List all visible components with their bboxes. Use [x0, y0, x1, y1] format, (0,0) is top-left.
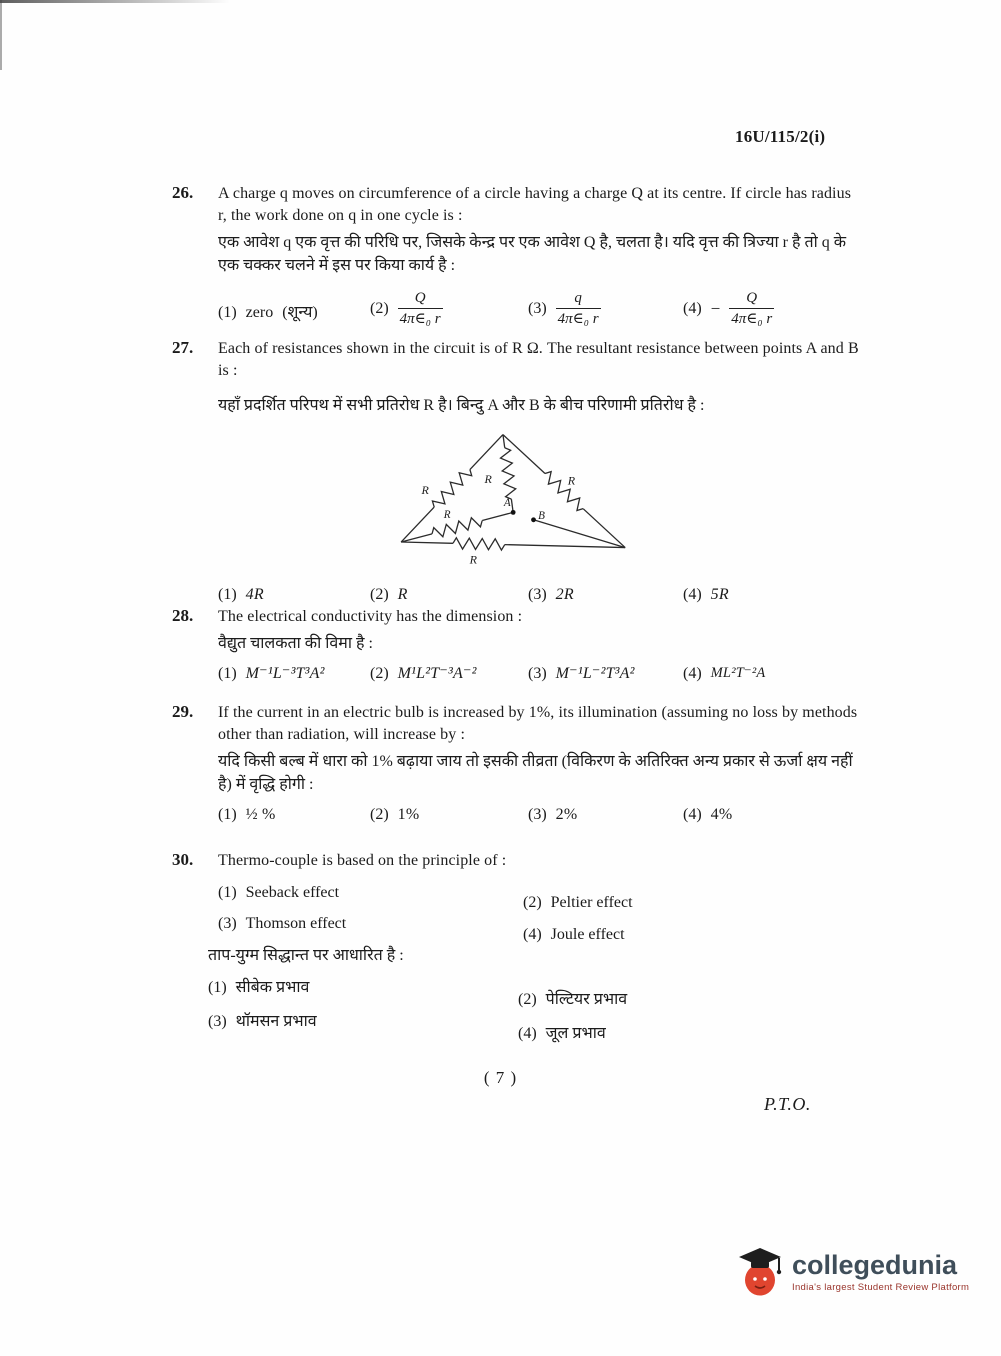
option-label: (2)	[370, 586, 389, 604]
resistor	[499, 447, 517, 500]
option-label: (1)	[218, 805, 237, 823]
option-value: R	[397, 586, 408, 604]
question-number: 27.	[172, 338, 194, 357]
option	[683, 804, 732, 826]
option	[218, 882, 339, 904]
question-27	[172, 338, 872, 610]
diagram-labels	[420, 471, 575, 566]
option-label: (1)	[218, 884, 237, 901]
fraction-denominator: 4π∈₀ r	[557, 310, 599, 327]
fraction-numerator: Q	[729, 289, 774, 309]
resistor-label: R	[469, 552, 477, 567]
paper-code: 16U/115/2(i)	[735, 127, 826, 146]
brand-name: collegedunia	[792, 1249, 958, 1280]
option-label: (3)	[528, 586, 547, 604]
option-value-hindi: (शून्य)	[282, 303, 318, 321]
option-value: 5R	[710, 586, 729, 604]
option-label: (4)	[683, 299, 702, 317]
option-label: (1)	[218, 586, 237, 604]
option-label: (2)	[370, 805, 389, 823]
resistor-label: R	[484, 471, 492, 486]
option-label: (1)	[218, 664, 237, 682]
option-label: (4)	[683, 586, 702, 604]
terminal-a-dot	[511, 510, 516, 515]
option-fraction	[398, 289, 443, 328]
option	[370, 804, 419, 826]
option	[683, 584, 729, 606]
question-number: 28.	[172, 606, 194, 625]
question-text-english: A charge q moves on circumference of a circle having a charge Q at its centre. If circle has radius r, the work done on q in one cycle is :	[218, 185, 852, 224]
option	[218, 913, 346, 935]
point-a-label: A	[503, 496, 511, 509]
option-value: M⁻¹L⁻³T³A²	[245, 664, 325, 682]
option	[208, 1010, 317, 1033]
option	[683, 289, 774, 328]
option-label: (2)	[370, 299, 389, 317]
question-text-hindi: ताप-युग्म सिद्धान्त पर आधारित है :	[208, 947, 404, 964]
option-label: (3)	[208, 1013, 227, 1030]
question-text-hindi: यदि किसी बल्ब में धारा को 1% बढ़ाया जाय तो इसकी तीव्रता (विकिरण के अतिरिक्त अन्य प्रकार से ऊर्जा क्षय नहीं है) में वृद्धि होगी :	[218, 752, 853, 793]
page-number: ( 7 )	[483, 1068, 518, 1087]
question-number: 29.	[172, 702, 194, 721]
option	[218, 301, 318, 324]
question-number: 30.	[172, 850, 194, 869]
option-value: Joule effect	[550, 926, 625, 943]
option-value: 1%	[397, 805, 420, 823]
collegedunia-logo	[737, 1246, 969, 1298]
option-label: (3)	[218, 915, 237, 932]
option-label: (2)	[370, 664, 389, 682]
option	[683, 663, 765, 685]
option-label: (3)	[528, 664, 547, 682]
question-26	[172, 183, 872, 339]
option	[523, 924, 625, 946]
question-text-hindi: वैद्युत चालकता की विमा है :	[218, 634, 373, 652]
option-fraction	[556, 289, 601, 328]
option-value: जूल प्रभाव	[545, 1025, 606, 1042]
option	[523, 892, 633, 914]
question-text-english: Each of resistances shown in the circuit is of R Ω. The resultant resistance between points A and B is :	[218, 340, 859, 379]
option-label: (4)	[518, 1025, 537, 1042]
resistor-label: R	[443, 508, 451, 521]
option	[370, 289, 443, 328]
brand-tagline: India's largest Student Review Platform	[792, 1282, 970, 1294]
circuit-diagram	[390, 429, 640, 568]
question-number: 26.	[172, 183, 194, 202]
fraction-numerator: Q	[398, 289, 443, 309]
option	[518, 1022, 606, 1045]
option	[518, 988, 627, 1011]
option-value: Seeback effect	[245, 884, 340, 901]
option-value: Thomson effect	[245, 915, 347, 932]
option-value: ½ %	[245, 805, 276, 823]
resistor	[431, 515, 484, 539]
circuit-wires	[401, 434, 625, 550]
option-value: सीबेक प्रभाव	[235, 979, 310, 996]
resistor	[430, 465, 474, 510]
option	[528, 804, 577, 826]
question-text-english: The electrical conductivity has the dimension :	[218, 608, 523, 625]
option	[370, 584, 408, 606]
option-label: (4)	[523, 926, 542, 943]
option-value: 4R	[245, 586, 264, 604]
option	[528, 663, 635, 685]
option-value: पेल्टियर प्रभाव	[545, 991, 628, 1008]
option-label: (1)	[218, 303, 237, 321]
option	[528, 289, 601, 328]
terminal-b-dot	[531, 517, 536, 522]
option	[218, 584, 264, 606]
option-value: थॉमसन प्रभाव	[235, 1013, 317, 1030]
fraction-denominator: 4π∈₀ r	[399, 310, 441, 327]
option-value: 4%	[710, 805, 733, 823]
question-text-hindi: यहाँ प्रदर्शित परिपथ में सभी प्रतिरोध R है। बिन्दु A और B के बीच परिणामी प्रतिरोध है :	[218, 396, 705, 414]
pto-label: P.T.O.	[764, 1094, 811, 1114]
scan-edge-artifact	[0, 0, 230, 3]
question-text-english: If the current in an electric bulb is increased by 1%, its illumination (assuming no loss by methods other than radiation, will increase by :	[218, 704, 858, 743]
resistor-label: R	[421, 482, 429, 497]
option-label: (2)	[518, 991, 537, 1008]
resistor	[541, 469, 587, 512]
option	[370, 663, 477, 685]
option-fraction	[729, 289, 774, 328]
circuit-diagram-container	[390, 429, 863, 575]
option-value: M⁻¹L⁻²T³A²	[555, 664, 635, 682]
option-value: M¹L²T⁻³A⁻²	[397, 664, 477, 682]
question-28	[172, 606, 872, 689]
option	[218, 663, 325, 685]
option-label: (2)	[523, 894, 542, 911]
option-value: 2%	[555, 805, 578, 823]
minus-sign: −	[710, 298, 721, 318]
resistor-label: R	[567, 473, 576, 488]
option	[208, 976, 309, 999]
resistor	[453, 537, 505, 549]
option-label: (4)	[683, 805, 702, 823]
option-value: 2R	[555, 586, 574, 604]
scan-edge-artifact	[0, 0, 2, 70]
point-b-label: B	[538, 509, 545, 522]
option-value: ML²T⁻²A	[710, 664, 766, 681]
question-text-english: Thermo-couple is based on the principle of :	[218, 852, 507, 869]
question-30	[172, 850, 872, 1046]
option-label: (3)	[528, 805, 547, 823]
option-value: zero	[245, 303, 274, 321]
option-label: (3)	[528, 299, 547, 317]
question-text-hindi: एक आवेश q एक वृत्त की परिधि पर, जिसके केन्द्र पर एक आवेश Q है, चलता है। यदि वृत्त की त्रिज्या r है तो q के एक चक्कर चलने में इस पर किया कार्य है :	[218, 233, 847, 274]
fraction-denominator: 4π∈₀ r	[731, 310, 773, 327]
option	[528, 584, 574, 606]
question-29	[172, 702, 872, 830]
option-label: (4)	[683, 664, 702, 682]
option-label: (1)	[208, 979, 227, 996]
collegedunia-mascot-icon	[737, 1246, 783, 1298]
option-value: Peltier effect	[550, 894, 633, 911]
fraction-numerator: q	[556, 289, 601, 309]
option	[218, 804, 276, 826]
